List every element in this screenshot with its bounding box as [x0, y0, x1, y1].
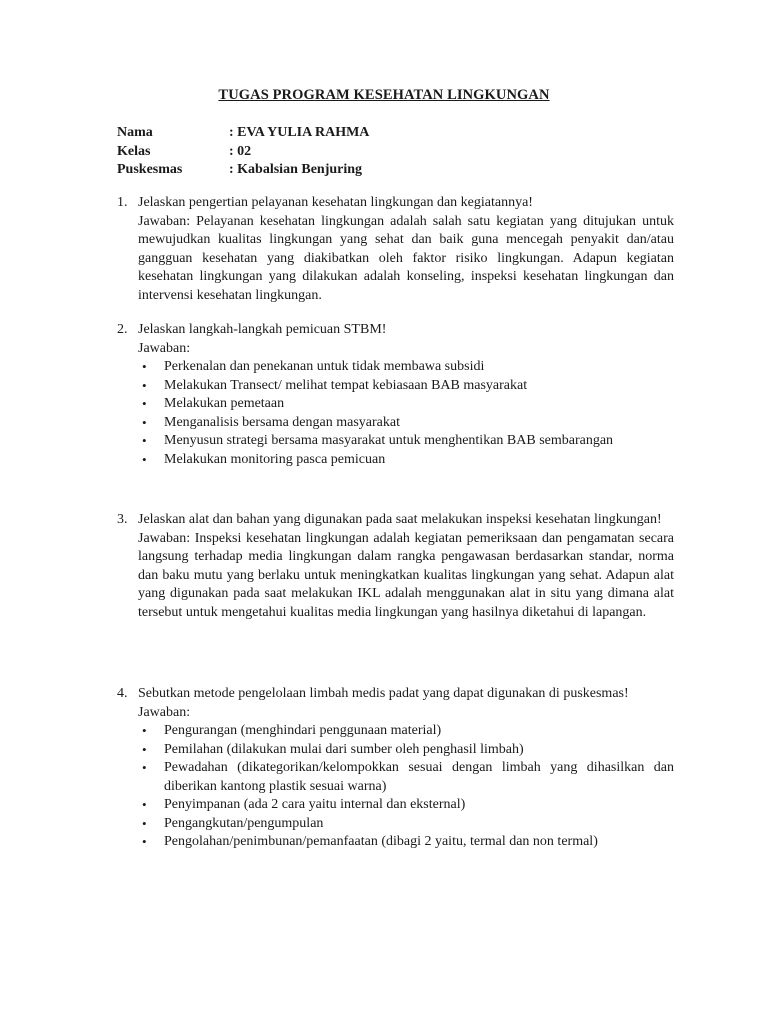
- list-item-text: Melakukan monitoring pasca pemicuan: [164, 451, 386, 467]
- question-4-head: [117, 685, 674, 704]
- list-item: [138, 741, 674, 760]
- bullet-icon: •: [142, 723, 147, 738]
- student-info: [117, 124, 369, 180]
- question-text: Sebutkan metode pengelolaan limbah medis padat yang dapat digunakan di puskesmas!: [138, 686, 629, 701]
- question-number: 1.: [117, 195, 128, 210]
- question-1-head: [117, 194, 674, 213]
- question-3: [117, 511, 674, 622]
- list-item: [138, 395, 674, 414]
- question-1: [117, 194, 674, 305]
- list-item: [138, 759, 674, 796]
- list-item: [138, 451, 674, 470]
- list-item: [138, 377, 674, 396]
- bullet-icon: •: [142, 433, 147, 448]
- list-item-text: Menganalisis bersama dengan masyarakat: [164, 414, 400, 430]
- question-text: Jelaskan pengertian pelayanan kesehatan lingkungan dan kegiatannya!: [138, 195, 533, 210]
- list-item-text: Penyimpanan (ada 2 cara yaitu internal dan eksternal): [164, 797, 466, 812]
- bullet-icon: •: [142, 834, 147, 849]
- answer-list: [138, 722, 674, 852]
- list-item-text: Melakukan Transect/ melihat tempat kebiasaan BAB masyarakat: [164, 377, 528, 393]
- answer-label: Jawaban:: [138, 340, 191, 356]
- bullet-icon: •: [142, 414, 147, 430]
- list-item-text: Pengolahan/penimbunan/pemanfaatan (dibagi 2 yaitu, termal dan non termal): [164, 834, 598, 849]
- question-number: 3.: [117, 512, 128, 527]
- bullet-icon: •: [142, 741, 147, 757]
- list-item-text: Pengurangan (menghindari penggunaan material): [164, 723, 442, 738]
- question-text: Jelaskan alat dan bahan yang digunakan pada saat melakukan inspeksi kesehatan lingkungan!: [138, 512, 662, 527]
- bullet-icon: •: [142, 797, 147, 812]
- list-item-text: Pengangkutan/pengumpulan: [164, 815, 324, 831]
- answer-list: [138, 358, 674, 469]
- question-3-head: [117, 511, 674, 530]
- document-title: TUGAS PROGRAM KESEHATAN LINGKUNGAN: [218, 87, 550, 103]
- question-2-head: [117, 321, 674, 340]
- list-item: [138, 358, 674, 377]
- info-row-puskesmas: [117, 161, 369, 180]
- list-item: [138, 722, 674, 741]
- list-item-text: Menyusun strategi bersama masyarakat untuk menghentikan BAB sembarangan: [164, 433, 614, 448]
- info-label: Puskesmas: [117, 162, 183, 178]
- list-item-text: Melakukan pemetaan: [164, 396, 285, 411]
- list-item-text: Perkenalan dan penekanan untuk tidak membawa subsidi: [164, 359, 485, 374]
- question-2: [117, 321, 674, 469]
- info-value: : 02: [229, 143, 252, 159]
- list-item: [138, 815, 674, 834]
- answer-text: Jawaban: Pelayanan kesehatan lingkungan adalah salah satu kegiatan yang ditujukan untuk mewujudkan kualitas lingkungan yang sehat dan baik guna mencegah penyakit dan/atau gangguan kesehatan yang diakibatkan oleh faktor risiko lingkungan. Adapun kegiatan kesehatan lingkungan yang dilakukan adalah konseling, inspeksi kesehatan lingkungan dan intervensi kesehatan lingkungan.: [138, 213, 674, 303]
- answer-label: Jawaban:: [138, 704, 191, 720]
- bullet-icon: •: [142, 451, 147, 467]
- question-4: [117, 685, 674, 852]
- question-number: 2.: [117, 322, 128, 337]
- list-item-text: Pewadahan (dikategorikan/kelompokkan sesuai dengan limbah yang dihasilkan dan diberikan kantong plastik sesuai warna): [164, 760, 674, 794]
- list-item: [138, 833, 674, 852]
- info-value: : EVA YULIA RAHMA: [229, 125, 370, 140]
- list-item-text: Pemilahan (dilakukan mulai dari sumber oleh penghasil limbah): [164, 741, 524, 757]
- bullet-icon: •: [142, 377, 147, 393]
- info-row-nama: [117, 124, 369, 143]
- info-row-kelas: [117, 143, 369, 162]
- question-text: Jelaskan langkah-langkah pemicuan STBM!: [138, 322, 387, 337]
- info-label: Kelas: [117, 143, 151, 159]
- bullet-icon: •: [142, 760, 147, 775]
- list-item: [138, 414, 674, 433]
- answer-text: Jawaban: Inspeksi kesehatan lingkungan adalah kegiatan pemeriksaan dan pengamatan secara langsung terhadap media lingkungan dalam rangka pengawasan berdasarkan standar, norma dan baku mutu yang berlaku untuk meningkatkan kualitas lingkungan yang sehat. Adapun alat yang digunakan pada saat melakukan IKL adalah menggunakan alat in situ yang dimana alat tersebut untuk mengetahui kualitas media lingkungan yang hasilnya diketahui di lapangan.: [138, 530, 674, 620]
- info-value: : Kabalsian Benjuring: [229, 162, 363, 178]
- bullet-icon: •: [142, 815, 147, 831]
- bullet-icon: •: [142, 396, 147, 411]
- list-item: [138, 796, 674, 815]
- list-item: [138, 432, 674, 451]
- info-label: Nama: [117, 125, 153, 140]
- bullet-icon: •: [142, 359, 147, 374]
- question-number: 4.: [117, 686, 128, 701]
